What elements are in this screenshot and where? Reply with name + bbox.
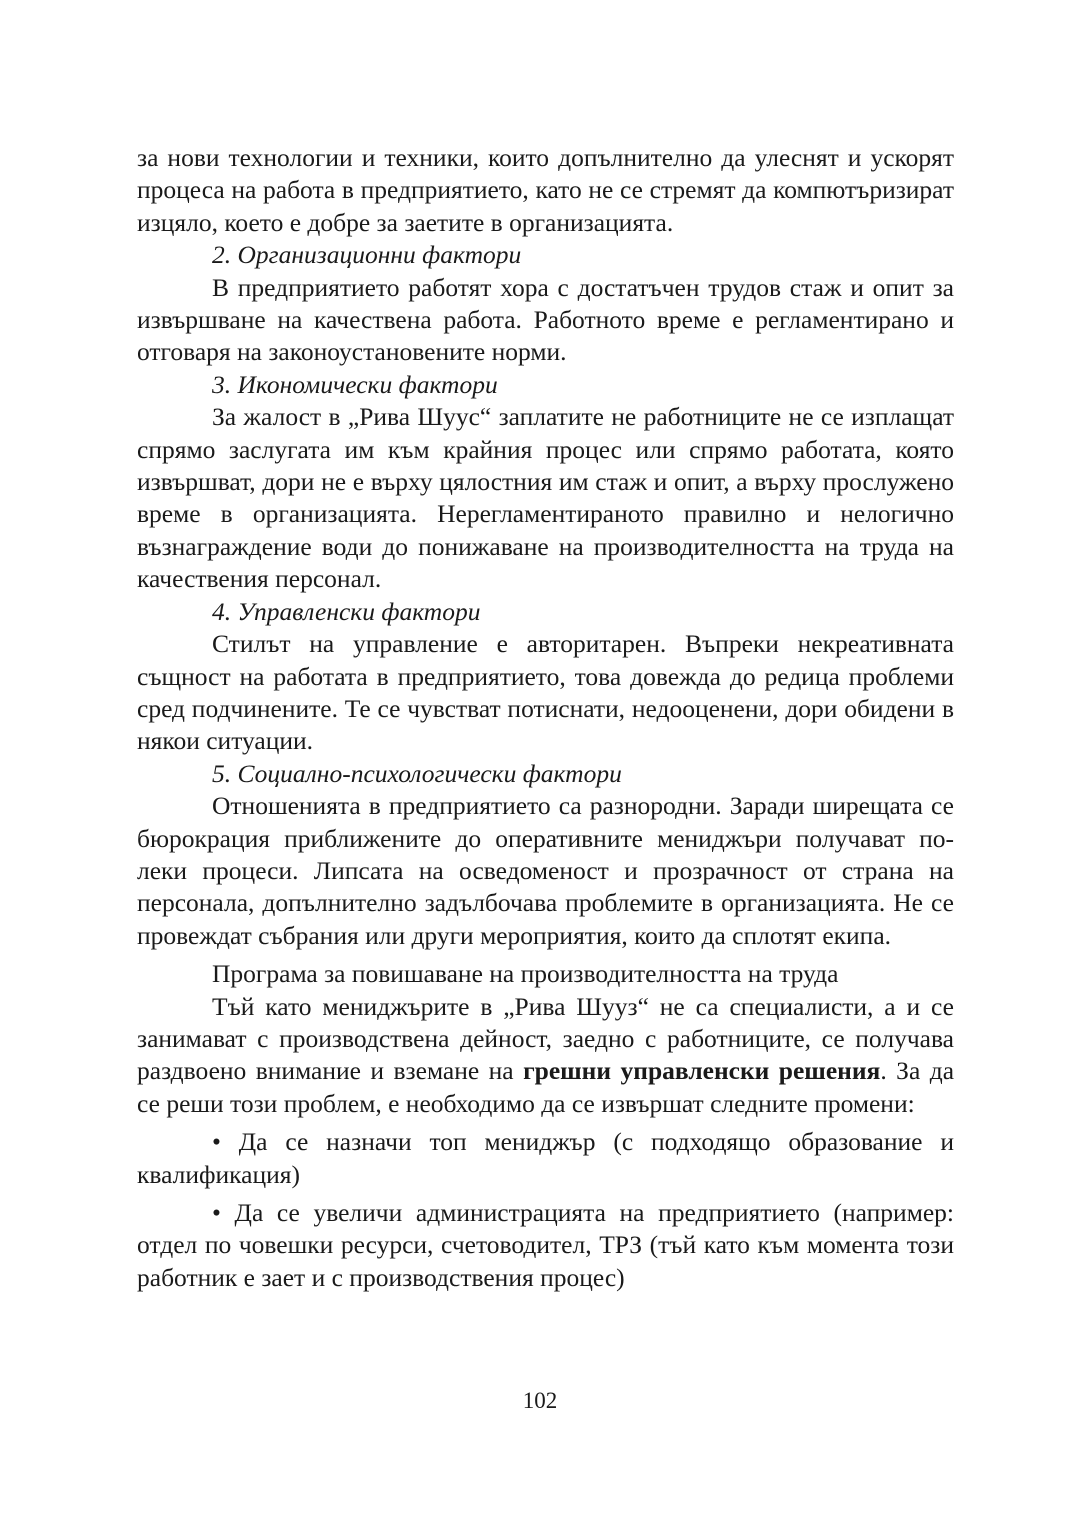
paragraph-managers-problem-end: . За да се реши този проблем, е необходимо да се извършат следните промени: — [137, 1056, 955, 1118]
bullet-item-administration: • Да се увеличи администрацията на предприятието (например: отдел по човешки ресурси, счетоводител, ТРЗ (тъй като към момента този работник е зает и с производствения процес) — [137, 1198, 954, 1292]
paragraph-managers-problem — [137, 991, 954, 1121]
paragraph-intro: за нови технологии и техники, които допълнително да улеснят и ускорят процеса на работа в предприятието, като не се стремят да компютъризират изцяло, което е добре за заетите в организацията. — [137, 143, 954, 237]
paragraph-management-factors: Стилът на управление е авторитарен. Въпреки некреативната същност на работата в предприятието, това довежда до редица проблеми сред подчинените. Те се чувстват потиснати, недооценени, дори обидени в някои ситуации. — [137, 629, 954, 756]
bullet-item-top-manager: • Да се назначи топ мениджър (с подходящо образование и квалификация) — [137, 1127, 954, 1189]
heading-management-factors: 4. Управленски фактори — [212, 596, 481, 626]
paragraph-managers-problem-bold: грешни управленски решения — [523, 1056, 881, 1086]
heading-productivity-program: Програма за повишаване на производителността на труда — [212, 959, 839, 989]
heading-economic-factors: 3. Икономически фактори — [212, 369, 498, 399]
paragraph-managers-problem-start: Тъй като мениджърите в „Рива Шууз“ не са специалисти, а и се занимават с производствена дейност, заедно с работниците, се получава раздвоено внимание и вземане на — [137, 991, 954, 1086]
heading-organizational-factors: 2. Организационни фактори — [212, 240, 522, 270]
paragraph-organizational-factors: В предприятието работят хора с достатъчен трудов стаж и опит за извършване на качествена работа. Работното време е регламентирано и отговаря на законоустановените норми. — [137, 272, 954, 367]
paragraph-economic-factors: За жалост в „Рива Шуус“ заплатите не работниците не се изплащат спрямо заслугата им към крайния процес или спрямо работата, която извършват, дори не е върху цялостния им стаж и опит, а върху прослужено време в организацията. Нерегламентираното правилно и нелогично възнаграждение води до понижаване на производителността на труда на качествения персонал. — [137, 402, 954, 594]
page-number: 102 — [522, 1388, 558, 1413]
document-page — [137, 142, 954, 1294]
heading-social-psychological-factors: 5. Социално-психологически фактори — [212, 758, 622, 788]
paragraph-social-psychological-factors: Отношенията в предприятието са разнородни. Заради ширещата се бюрокрация приближените до оперативните мениджъри получават по-леки процеси. Липсата на осведоменост и прозрачност от страна на персонала, допълнително задълбочава проблемите в организацията. Не се провеждат събрания или други мероприятия, които да сплотят екипа. — [137, 791, 954, 950]
